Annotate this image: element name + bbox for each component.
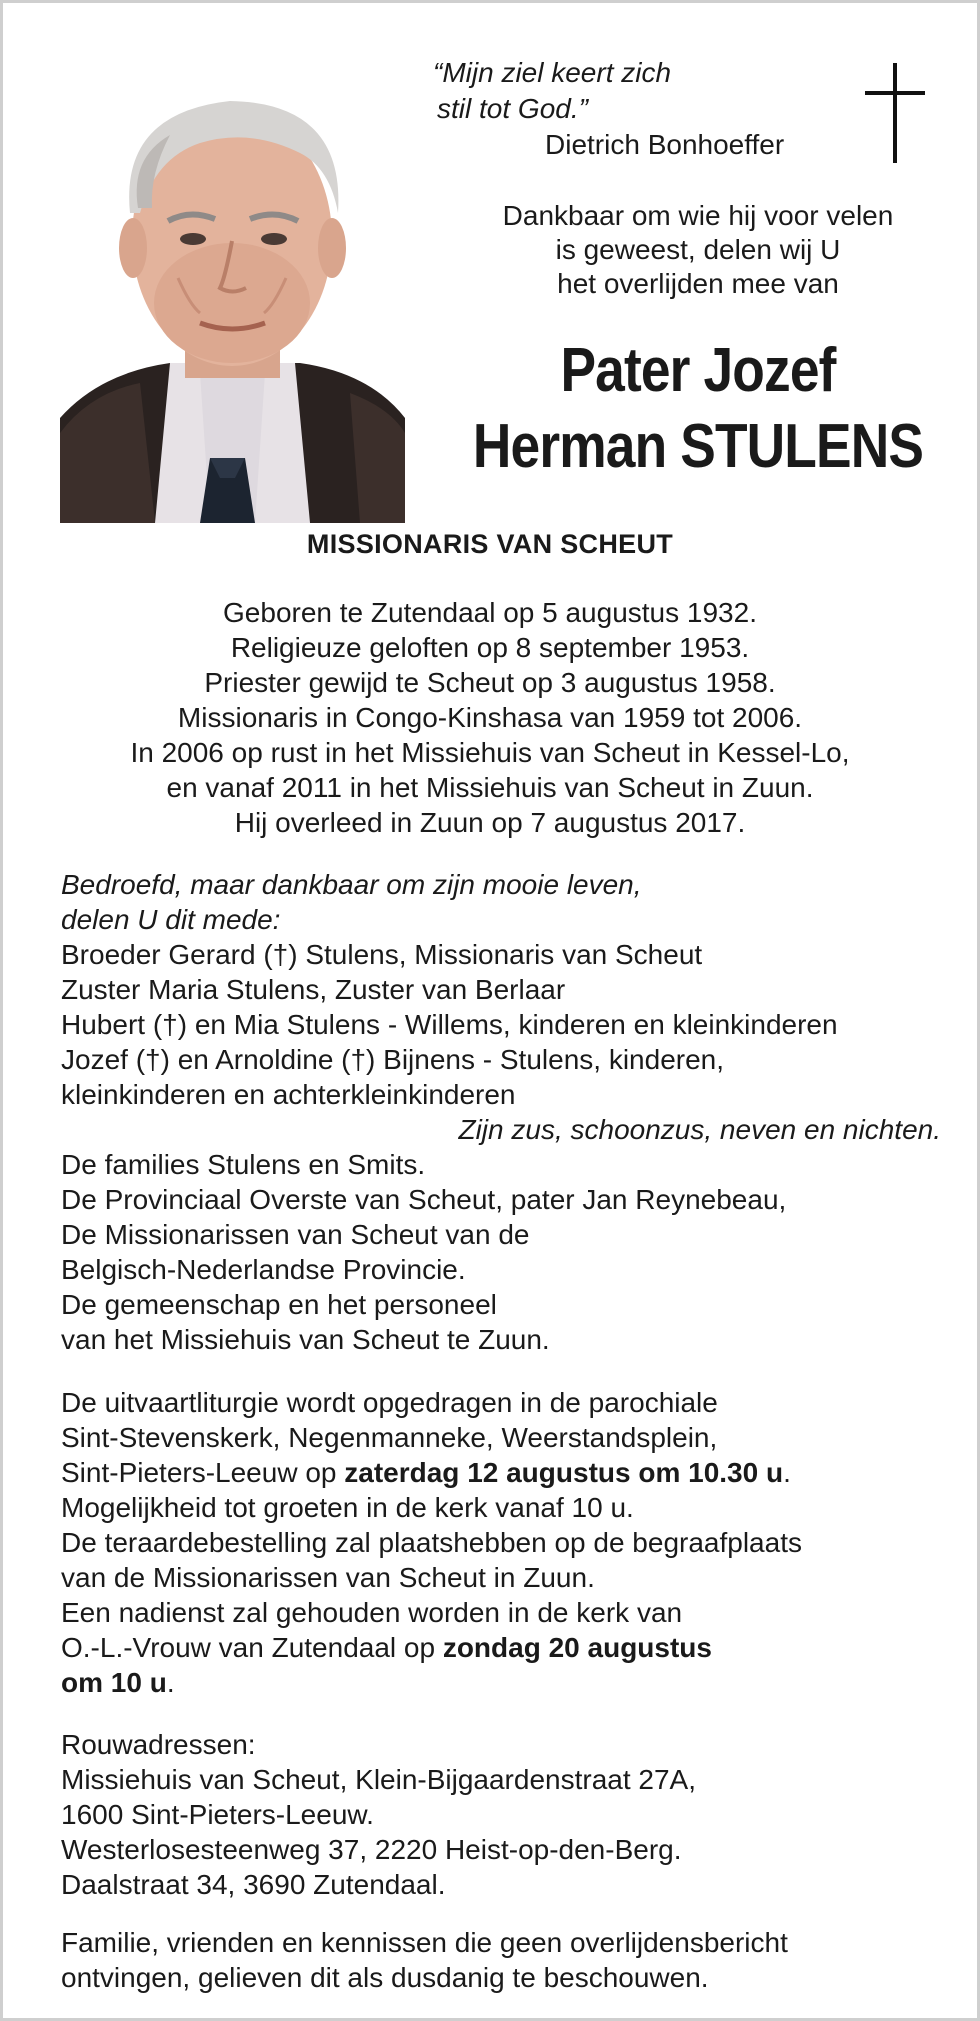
funeral-details [61,1385,951,1700]
memorial-period: . [166,1667,175,1698]
funeral-place: Sint-Pieters-Leeuw op [61,1457,345,1488]
funeral-line [61,1455,951,1490]
family-intro-line: delen U dit mede: [61,904,281,935]
family-other: De Provinciaal Overste van Scheut, pater Jan Reynebeau, [61,1184,787,1215]
mourning-addresses [61,1727,951,1902]
address-line: 1600 Sint-Pieters-Leeuw. [61,1799,374,1830]
subtitle: MISSIONARIS VAN SCHEUT [306,529,674,559]
bio-line: Geboren te Zutendaal op 5 augustus 1932. [223,597,757,628]
family-member: Zuster Maria Stulens, Zuster van Berlaar [61,974,566,1005]
bio-line: Priester gewijd te Scheut op 3 augustus 1958. [204,667,776,698]
funeral-line: van de Missionarissen van Scheut in Zuun. [61,1562,595,1593]
bio-line: Missionaris in Congo-Kinshasa van 1959 tot 2006. [177,702,803,733]
deceased-name [466,333,930,485]
bio-line: Religieuze geloften op 8 september 1953. [230,632,750,663]
intro-line: het overlijden mee van [557,268,839,299]
address-line: Daalstraat 34, 3690 Zutendaal. [61,1869,446,1900]
relatives-line: Zijn zus, schoonzus, neven en nichten. [458,1114,941,1145]
name-line-2: Herman STULENS [472,412,924,481]
closing-note [61,1925,951,1995]
latin-cross-icon [865,63,925,163]
family-member: kleinkinderen en achterkleinkinderen [61,1079,516,1110]
bio-line: Hij overleed in Zuun op 7 augustus 2017. [234,807,746,838]
address-line: Rouwadressen: [61,1729,256,1760]
family-member: Broeder Gerard (†) Stulens, Missionaris van Scheut [61,939,703,970]
bible-quote [403,55,843,163]
memorial-time: om 10 u [61,1667,167,1698]
portrait-photo [60,73,405,523]
intro-line: Dankbaar om wie hij voor velen [502,200,894,231]
memorial-date: zondag 20 augustus [442,1632,712,1663]
biography [3,595,977,840]
family-other: Belgisch-Nederlandse Provincie. [61,1254,466,1285]
family-other: De gemeenschap en het personeel [61,1289,497,1320]
family-member: Jozef (†) en Arnoldine (†) Bijnens - Stulens, kinderen, [61,1044,725,1075]
address-line: Missiehuis van Scheut, Klein-Bijgaardenstraat 27A, [61,1764,697,1795]
quote-line-1: “Mijn ziel keert zich [433,57,672,88]
portrait-illustration [60,73,405,523]
family-other: De families Stulens en Smits. [61,1149,426,1180]
family-member: Hubert (†) en Mia Stulens - Willems, kinderen en kleinkinderen [61,1009,838,1040]
funeral-line: De uitvaartliturgie wordt opgedragen in de parochiale [61,1387,718,1418]
family-section [61,867,941,1357]
intro-text [428,199,968,301]
funeral-line [61,1630,951,1665]
intro-line: is geweest, delen wij U [555,234,841,265]
funeral-line [61,1665,951,1700]
address-line: Westerlosesteenweg 37, 2220 Heist-op-den-Berg. [61,1834,682,1865]
quote-author: Dietrich Bonhoeffer [545,129,785,160]
closing-line: Familie, vrienden en kennissen die geen overlijdensbericht [61,1927,788,1958]
name-line-1: Pater Jozef [560,336,836,405]
bio-line: In 2006 op rust in het Missiehuis van Scheut in Kessel-Lo, [130,737,850,768]
closing-line: ontvingen, gelieven dit als dusdanig te beschouwen. [61,1962,709,1993]
funeral-line: Een nadienst zal gehouden worden in de kerk van [61,1597,683,1628]
funeral-period: . [783,1457,791,1488]
family-intro-line: Bedroefd, maar dankbaar om zijn mooie leven, [61,869,642,900]
funeral-line: Mogelijkheid tot groeten in de kerk vanaf 10 u. [61,1492,634,1523]
funeral-line: De teraardebestelling zal plaatshebben op de begraafplaats [61,1527,802,1558]
funeral-line: Sint-Stevenskerk, Negenmanneke, Weerstandsplein, [61,1422,718,1453]
memorial-place: O.-L.-Vrouw van Zutendaal op [61,1632,443,1663]
funeral-date: zaterdag 12 augustus om 10.30 u [344,1457,784,1488]
family-other: van het Missiehuis van Scheut te Zuun. [61,1324,550,1355]
bio-line: en vanaf 2011 in het Missiehuis van Scheut in Zuun. [166,772,814,803]
quote-line-2: stil tot God.” [437,93,588,124]
family-other: De Missionarissen van Scheut van de [61,1219,530,1250]
